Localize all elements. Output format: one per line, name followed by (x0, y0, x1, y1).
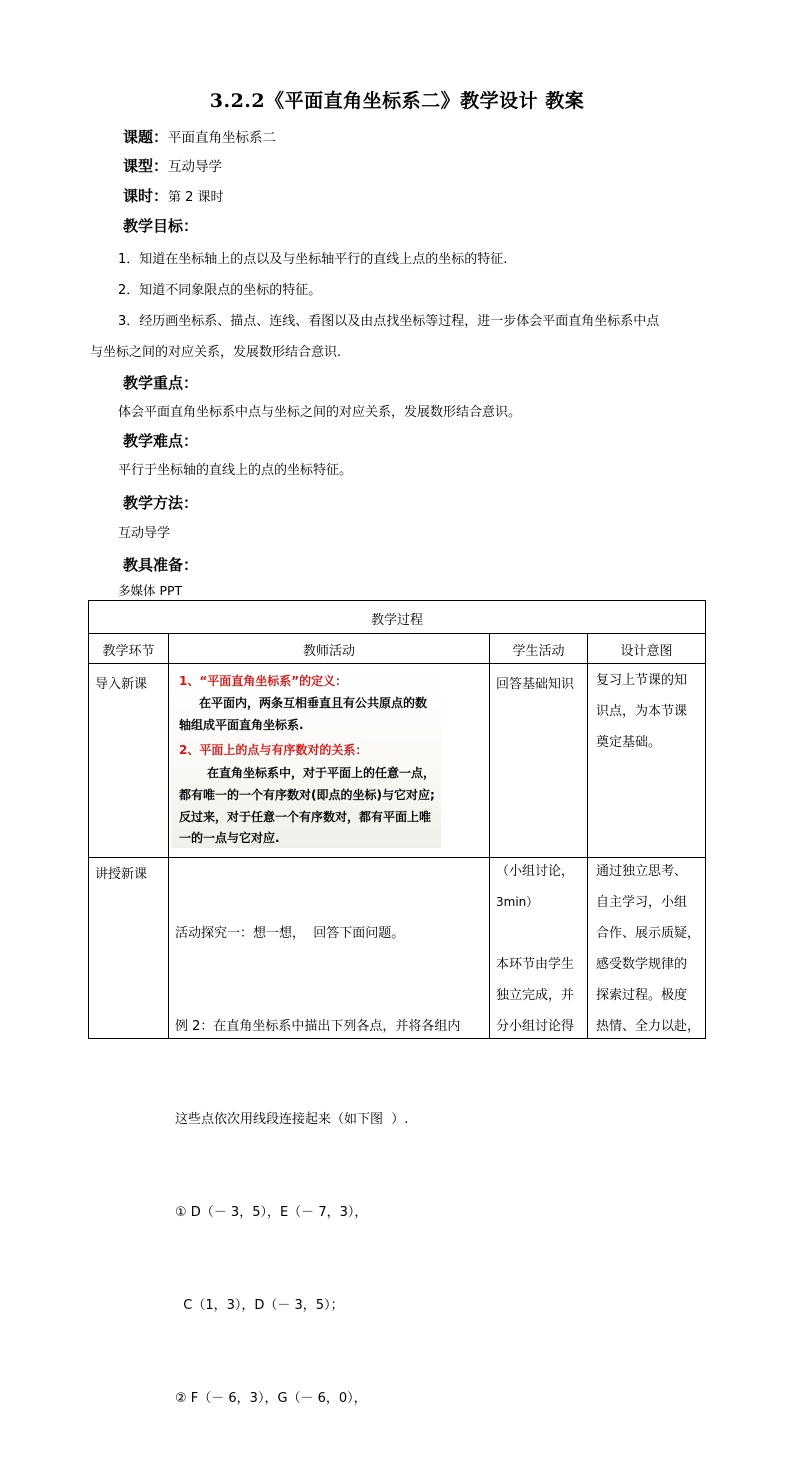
slide-line: 都有唯一的一个有序数对(即点的坐标)与它对应; (179, 788, 435, 802)
row2-student-line: 3min） (496, 895, 539, 909)
method-text: 互动导学 (118, 526, 171, 541)
type-row (123, 155, 222, 176)
document-title: 3.2.2《平面直角坐标系二》教学设计 教案 (209, 90, 585, 112)
slide-line: 在直角坐标系中，对于平面上的任意一点， (207, 766, 436, 780)
row2-student-line: 本环节由学生 (496, 957, 575, 972)
topic-row (123, 126, 276, 147)
row2-intent-line: 感受数学规律的 (596, 957, 688, 972)
row1-intent-line: 复习上节课的知 (596, 673, 688, 688)
slide-line: 2、平面上的点与有序数对的关系： (179, 743, 368, 757)
row2-intent-line: 通过独立思考、 (596, 864, 688, 879)
table-divider (89, 663, 705, 664)
row2-intent-line: 自主学习，小组 (596, 895, 688, 910)
row2-teacher-line: ② F（－ 6，3），G（－ 6，0）， (175, 1391, 367, 1406)
row2-intent (596, 856, 700, 1042)
row2-intent-line: 合作、展示质疑， (596, 926, 701, 941)
key-points-heading: 教学重点： (123, 374, 199, 392)
row2-student (496, 856, 574, 1042)
header-stage: 教学环节 (102, 644, 155, 659)
row2-student-line: （小组讨论， (496, 864, 575, 879)
table-divider (587, 633, 588, 1038)
row2-teacher-line: 例 2：在直角坐标系中描出下列各点，并将各组内 (175, 1019, 461, 1034)
intro-slide-image (171, 668, 441, 848)
table-divider (489, 633, 490, 1038)
goals-heading: 教学目标： (123, 217, 199, 235)
key-points-text: 体会平面直角坐标系中点与坐标之间的对应关系，发展数形结合意识。 (118, 405, 522, 420)
period-row (123, 185, 224, 206)
header-intent: 设计意图 (620, 644, 673, 659)
slide-line: 反过来，对于任意一个有序数对，都有平面上唯 (179, 810, 432, 824)
goal-item-2: 2．知道不同象限点的坐标的特征。 (118, 283, 322, 298)
type-value: 互动导学 (168, 159, 223, 175)
goal-item-3-line-2: 与坐标之间的对应关系，发展数形结合意识. (90, 345, 342, 360)
topic-label: 课题： (123, 128, 169, 146)
topic-value: 平面直角坐标系二 (168, 130, 277, 146)
row1-intent-line: 奠定基础。 (596, 735, 662, 750)
row2-teacher-line: ① D（－ 3，5），E（－ 7，3）， (175, 1205, 368, 1220)
table-divider (89, 633, 705, 634)
slide-line: 轴组成平面直角坐标系. (179, 718, 304, 732)
table-caption: 教学过程 (370, 613, 423, 628)
row2-student-line: 分小组讨论得 (496, 1019, 575, 1034)
row2-teacher-line: 这些点依次用线段连接起来（如下图 ）. (175, 1112, 409, 1127)
row1-student: 回答基础知识 (496, 677, 575, 692)
slide-line: 一的一点与它对应. (179, 831, 280, 845)
row1-stage: 导入新课 (95, 677, 148, 692)
slide-line: 在平面内，两条互相垂直且有公共原点的数 (199, 696, 428, 710)
table-divider (168, 633, 169, 1038)
row1-intent-line: 识点，为本节课 (596, 704, 688, 719)
header-teacher: 教师活动 (302, 644, 355, 659)
type-label: 课型： (123, 157, 169, 175)
tools-heading: 教具准备： (123, 556, 199, 574)
method-heading: 教学方法： (123, 494, 199, 512)
difficulty-text: 平行于坐标轴的直线上的点的坐标特征。 (118, 463, 353, 478)
row2-intent-line: 热情、全力以赴， (596, 1019, 701, 1034)
tools-text: 多媒体 PPT (118, 583, 183, 598)
goal-item-3-line-1: 3．经历画坐标系、描点、连线、看图以及由点找坐标等过程，进一步体会平面直角坐标系中点 (118, 314, 660, 329)
goal-item-1: 1．知道在坐标轴上的点以及与坐标轴平行的直线上点的坐标的特征. (118, 252, 508, 267)
row2-teacher-line: 活动探究一：想一想， 回答下面问题。 (175, 926, 405, 941)
period-label: 课时： (123, 187, 169, 205)
row2-student-line: 独立完成，并 (496, 988, 575, 1003)
row2-teacher-line: C（1，3），D（－ 3，5）； (175, 1298, 344, 1313)
row2-stage: 讲授新课 (95, 867, 148, 882)
spacer (496, 918, 574, 949)
slide-line: 1、“平面直角坐标系”的定义： (179, 674, 348, 688)
difficulty-heading: 教学难点： (123, 432, 199, 450)
row2-teacher (175, 856, 460, 1476)
header-student: 学生活动 (512, 644, 565, 659)
period-value: 第 2 课时 (168, 190, 224, 205)
row2-intent-line: 探索过程。极度 (596, 988, 688, 1003)
row1-intent (596, 665, 687, 758)
